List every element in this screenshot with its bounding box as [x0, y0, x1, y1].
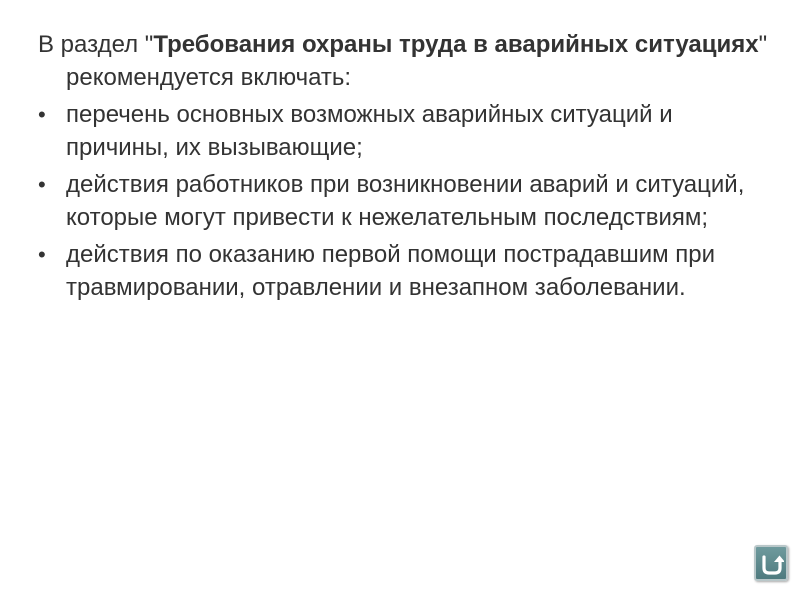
intro-suffix: " рекомендуется включать:: [66, 31, 768, 91]
list-item-text: перечень основных возможных аварийных ситуаций и причины, их вызывающие;: [66, 101, 673, 161]
list-item: [32, 98, 772, 164]
bullet-marker: •: [38, 242, 46, 267]
list-item-text: действия по оказанию первой помощи пострадавшим при травмировании, отравлении и внезапном заболевании.: [66, 241, 716, 301]
intro-paragraph: [32, 28, 772, 94]
return-arrow-icon: [760, 552, 784, 576]
intro-prefix: В раздел ": [38, 31, 154, 58]
list-item: [32, 168, 772, 234]
section-title: Требования охраны труда в аварийных ситуациях: [153, 31, 759, 58]
list-item: [32, 238, 772, 304]
bullet-marker: •: [38, 102, 46, 127]
return-button[interactable]: [754, 545, 788, 581]
bullet-list: [32, 98, 772, 304]
slide-content: [32, 28, 772, 308]
bullet-marker: •: [38, 172, 46, 197]
list-item-text: действия работников при возникновении аварий и ситуаций, которые могут привести к нежелательным последствиям;: [66, 171, 745, 231]
